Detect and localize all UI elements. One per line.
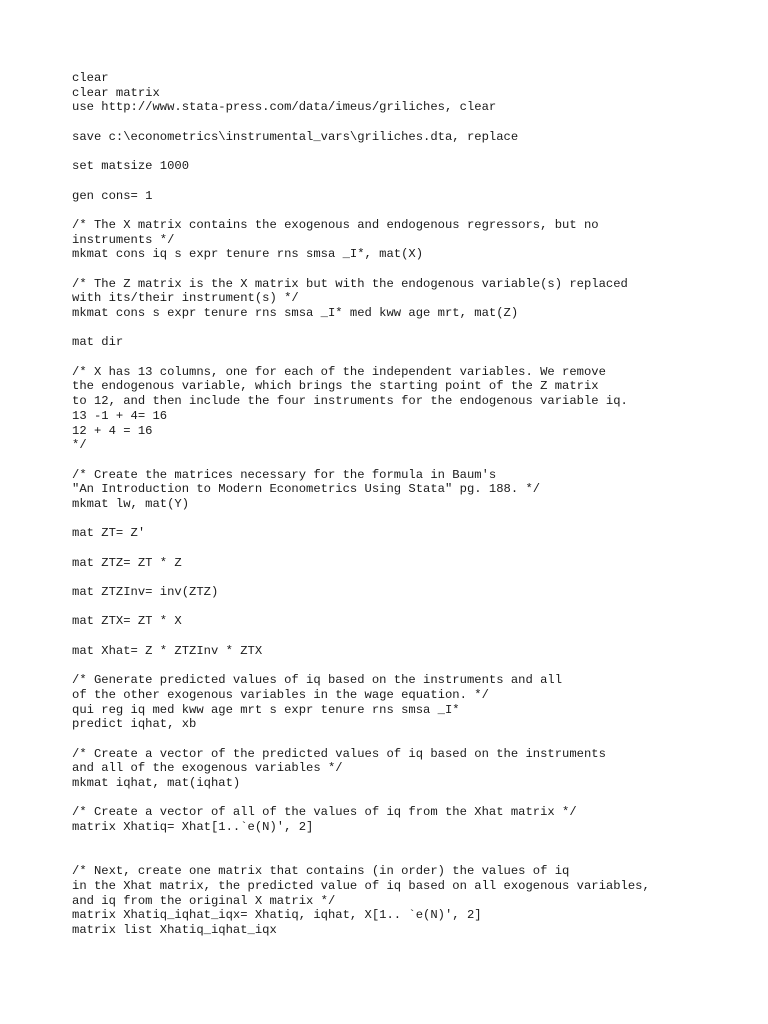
code-line: mkmat lw, mat(Y) <box>72 496 190 511</box>
code-line: predict iqhat, xb <box>72 717 197 732</box>
blank-line <box>72 732 752 747</box>
comment-line: of the other exogenous variables in the wage equation. */ <box>72 687 489 702</box>
blank-line <box>72 791 752 806</box>
code-line: mat dir <box>72 335 124 350</box>
comment-line: /* The X matrix contains the exogenous and endogenous regressors, but no <box>72 217 599 232</box>
blank-line <box>72 570 752 585</box>
comment-line: /* Next, create one matrix that contains (in order) the values of iq <box>72 864 570 879</box>
code-line: clear <box>72 71 109 85</box>
comment-line: /* X has 13 columns, one for each of the independent variables. We remove <box>72 364 606 379</box>
comment-line: and iq from the original X matrix */ <box>72 893 336 908</box>
comment-line: /* Create a vector of the predicted values of iq based on the instruments <box>72 746 606 761</box>
code-line: gen cons= 1 <box>72 188 153 203</box>
code-line: matrix list Xhatiq_iqhat_iqx <box>72 922 277 937</box>
code-line: mat Xhat= Z * ZTZInv * ZTX <box>72 643 263 658</box>
comment-line: "An Introduction to Modern Econometrics Using Stata" pg. 188. */ <box>72 482 541 497</box>
blank-line <box>72 262 752 277</box>
blank-line <box>72 659 752 674</box>
comment-line: with its/their instrument(s) */ <box>72 291 299 306</box>
code-line: set matsize 1000 <box>72 159 190 174</box>
blank-line <box>72 321 752 336</box>
comment-line: /* Create a vector of all of the values of iq from the Xhat matrix */ <box>72 805 577 820</box>
code-line: mkmat iqhat, mat(iqhat) <box>72 776 241 790</box>
blank-line <box>72 541 752 556</box>
code-line: use http://www.stata-press.com/data/imeus/griliches, clear <box>72 100 497 115</box>
document-page <box>72 71 752 938</box>
code-line: mat ZT= Z' <box>72 526 146 541</box>
code-line: save c:\econometrics\instrumental_vars\griliches.dta, replace <box>72 129 519 144</box>
blank-line <box>72 600 752 615</box>
blank-line <box>72 835 752 850</box>
blank-line <box>72 512 752 527</box>
comment-line: /* Create the matrices necessary for the formula in Baum's <box>72 467 497 482</box>
code-line: qui reg iq med kww age mrt s expr tenure rns smsa _I* <box>72 702 460 717</box>
comment-line: 12 + 4 = 16 <box>72 423 153 438</box>
blank-line <box>72 144 752 159</box>
code-line: mkmat cons iq s expr tenure rns smsa _I*, mat(X) <box>72 247 424 262</box>
comment-line: /* The Z matrix is the X matrix but with the endogenous variable(s) replaced <box>72 276 628 291</box>
code-line: mat ZTX= ZT * X <box>72 614 182 629</box>
comment-line: 13 -1 + 4= 16 <box>72 408 168 423</box>
code-line: mat ZTZ= ZT * Z <box>72 555 182 570</box>
code-line: mat ZTZInv= inv(ZTZ) <box>72 585 219 600</box>
blank-line <box>72 115 752 130</box>
code-line: clear matrix <box>72 85 160 100</box>
code-line: matrix Xhatiq= Xhat[1..`e(N)', 2] <box>72 820 314 835</box>
comment-line: */ <box>72 438 87 453</box>
blank-line <box>72 203 752 218</box>
comment-line: the endogenous variable, which brings the starting point of the Z matrix <box>72 379 599 394</box>
comment-line: to 12, and then include the four instruments for the endogenous variable iq. <box>72 394 628 409</box>
blank-line <box>72 453 752 468</box>
blank-line <box>72 174 752 189</box>
comment-line: instruments */ <box>72 232 175 247</box>
comment-line: in the Xhat matrix, the predicted value of iq based on all exogenous variables, <box>72 878 650 893</box>
code-line: mkmat cons s expr tenure rns smsa _I* med kww age mrt, mat(Z) <box>72 306 519 320</box>
comment-line: and all of the exogenous variables */ <box>72 761 343 776</box>
blank-line <box>72 629 752 644</box>
blank-line <box>72 350 752 365</box>
comment-line: /* Generate predicted values of iq based on the instruments and all <box>72 673 563 688</box>
blank-line <box>72 849 752 864</box>
code-line: matrix Xhatiq_iqhat_iqx= Xhatiq, iqhat, X[1.. `e(N)', 2] <box>72 908 482 923</box>
